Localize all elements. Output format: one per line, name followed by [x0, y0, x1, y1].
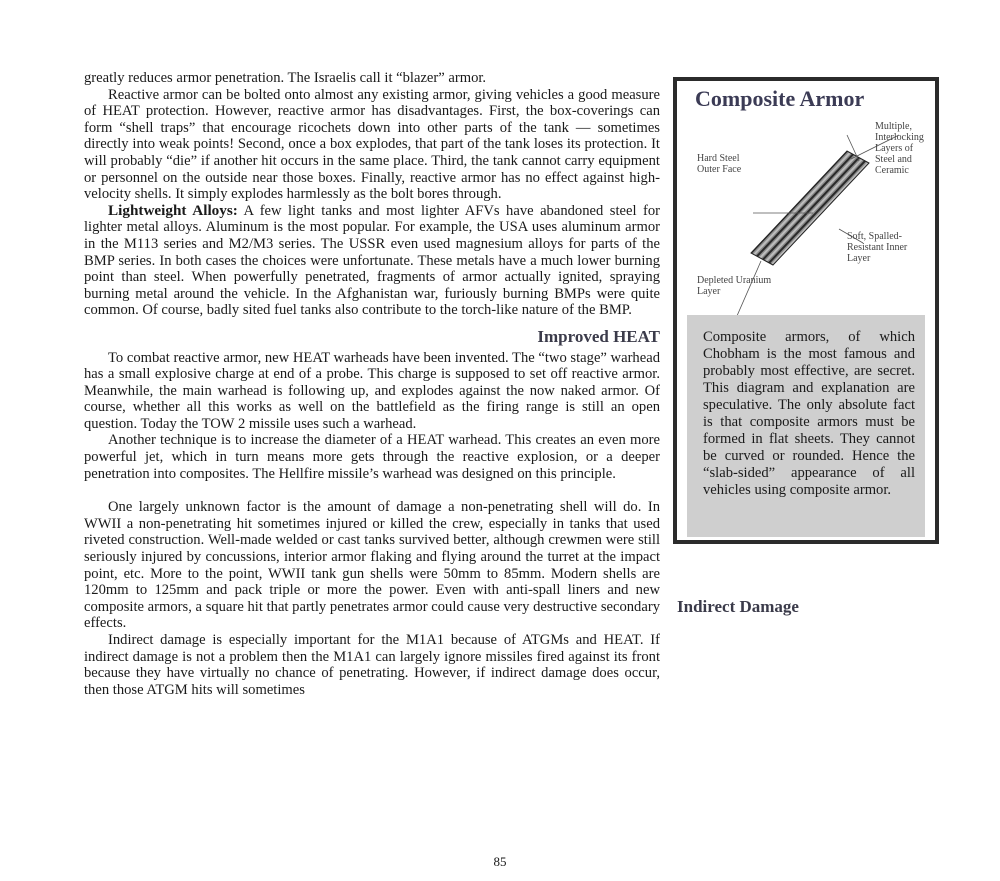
paragraph: greatly reduces armor penetration. The Israelis call it “blazer” armor. — [84, 70, 487, 86]
armor-layer-stripe — [754, 153, 850, 255]
page-number: 85 — [493, 854, 507, 869]
armor-layer-stripe — [757, 154, 853, 256]
main-column — [84, 70, 660, 698]
paragraph — [84, 203, 660, 319]
paragraph: Reactive armor can be bolted onto almost any existing armor, giving vehicles a good measure of HEAT protection. However, reactive armor has disadvantages. First, the box-coverings can form “shell traps” that encourage ricochets down into other parts of the tank — sometimes directly into weak points! Second, once a box explodes, that part of the tank loses its protection. It will probably “die” if another hit occurs in the same place. Third, the tank cannot carry equipment or personnel on the outside near those boxes. Finally, reactive armor has no effect against high-velocity shells. It simply explodes harmlessly as the bolt bores through. — [84, 86, 660, 203]
label-depleted-uranium: Depleted Uranium Layer — [697, 275, 772, 297]
run-in-heading: Lightweight Alloys: — [108, 201, 238, 219]
paragraph-text: A few light tanks and most lighter AFVs have abandoned steel for lighter metal alloys. Aluminum is the most popular. For example, the USA uses aluminum armor in the M113 series and M2/M3 series. The USSR even used magnesium alloys for parts of the BMP series. In both cases the choices were unfortunate. These metals have a much lower burning point than steel. When powerfully penetrated, fragments of armor actually ignited, spraying burning metal around the vehicle. In the Afghanistan war, furiously burning BMPs were quite common. Of course, badly sited fuel tanks also contribute to the torch-like nature of the BMP. — [84, 202, 660, 319]
label-hard-steel: Hard Steel Outer Face — [697, 153, 742, 175]
label-multiple-layers: Multiple, Interlocking Layers of Steel and Ceramic — [875, 121, 924, 176]
sidebar-title: Composite Armor — [695, 86, 865, 111]
paragraph: Another technique is to increase the diameter of a HEAT warhead. This creates an even more powerful jet, which in turn means more gets through the reactive explosion, or a deeper penetration into composites. The Hellfire missile’s warhead was designed on this principle. — [84, 432, 660, 482]
paragraph: One largely unknown factor is the amount of damage a non-penetrating shell will do. In WWII a non-penetrating hit sometimes injured or killed the crew, especially in tanks that used riveted construction. Well-made welded or cast tanks survived better, although crewmen were still seriously injured by concussions, interior armor flaking and flying around the turret at the impact point, etc. More to the point, WWII tank gun shells were 50mm to 85mm. Modern shells are 120mm to 125mm and pack triple or more the power. Even with anti-spall liners and new composite armors, a square hit that partly penetrates armor could cause very destructive secondary effects. — [84, 499, 660, 632]
indirect-damage-heading: Indirect Damage — [677, 597, 799, 616]
armor-layer-stripe — [760, 156, 856, 258]
sidebar-text: Composite armors, of which Chobham is the most famous and probably most effective, are secret. This diagram and explanation are speculative. The only absolute fact is that composite armors must be formed in flat sheets. They cannot be curved or rounded. Hence the “slab-sided” appearance of all vehicles using composite armor. — [687, 315, 925, 537]
section-heading: Improved HEAT — [537, 326, 660, 346]
paragraph: Indirect damage is especially important for the M1A1 because of ATGMs and HEAT. If indirect damage is not a problem then the M1A1 can largely ignore missiles fired against its front because they have virtually no chance of penetrating. However, if indirect damage does occur, then those ATGM hits will sometimes — [84, 632, 660, 698]
label-soft-inner-layer: Soft, Spalled- Resistant Inner Layer — [847, 231, 908, 264]
paragraph: To combat reactive armor, new HEAT warheads have been invented. The “two stage” warhead has a small explosive charge at end of a probe. This charge is supposed to set off reactive armor. Meanwhile, the main warhead is following up, and explodes against the now naked armor. Of course, whether all this works as well on the battlefield as the firing range is still an open question. Today the TOW 2 missile uses such a warhead. — [84, 349, 660, 432]
sidebar-box — [673, 77, 939, 544]
armor-layer-stripe — [763, 158, 859, 260]
armor-diagram — [677, 115, 935, 315]
